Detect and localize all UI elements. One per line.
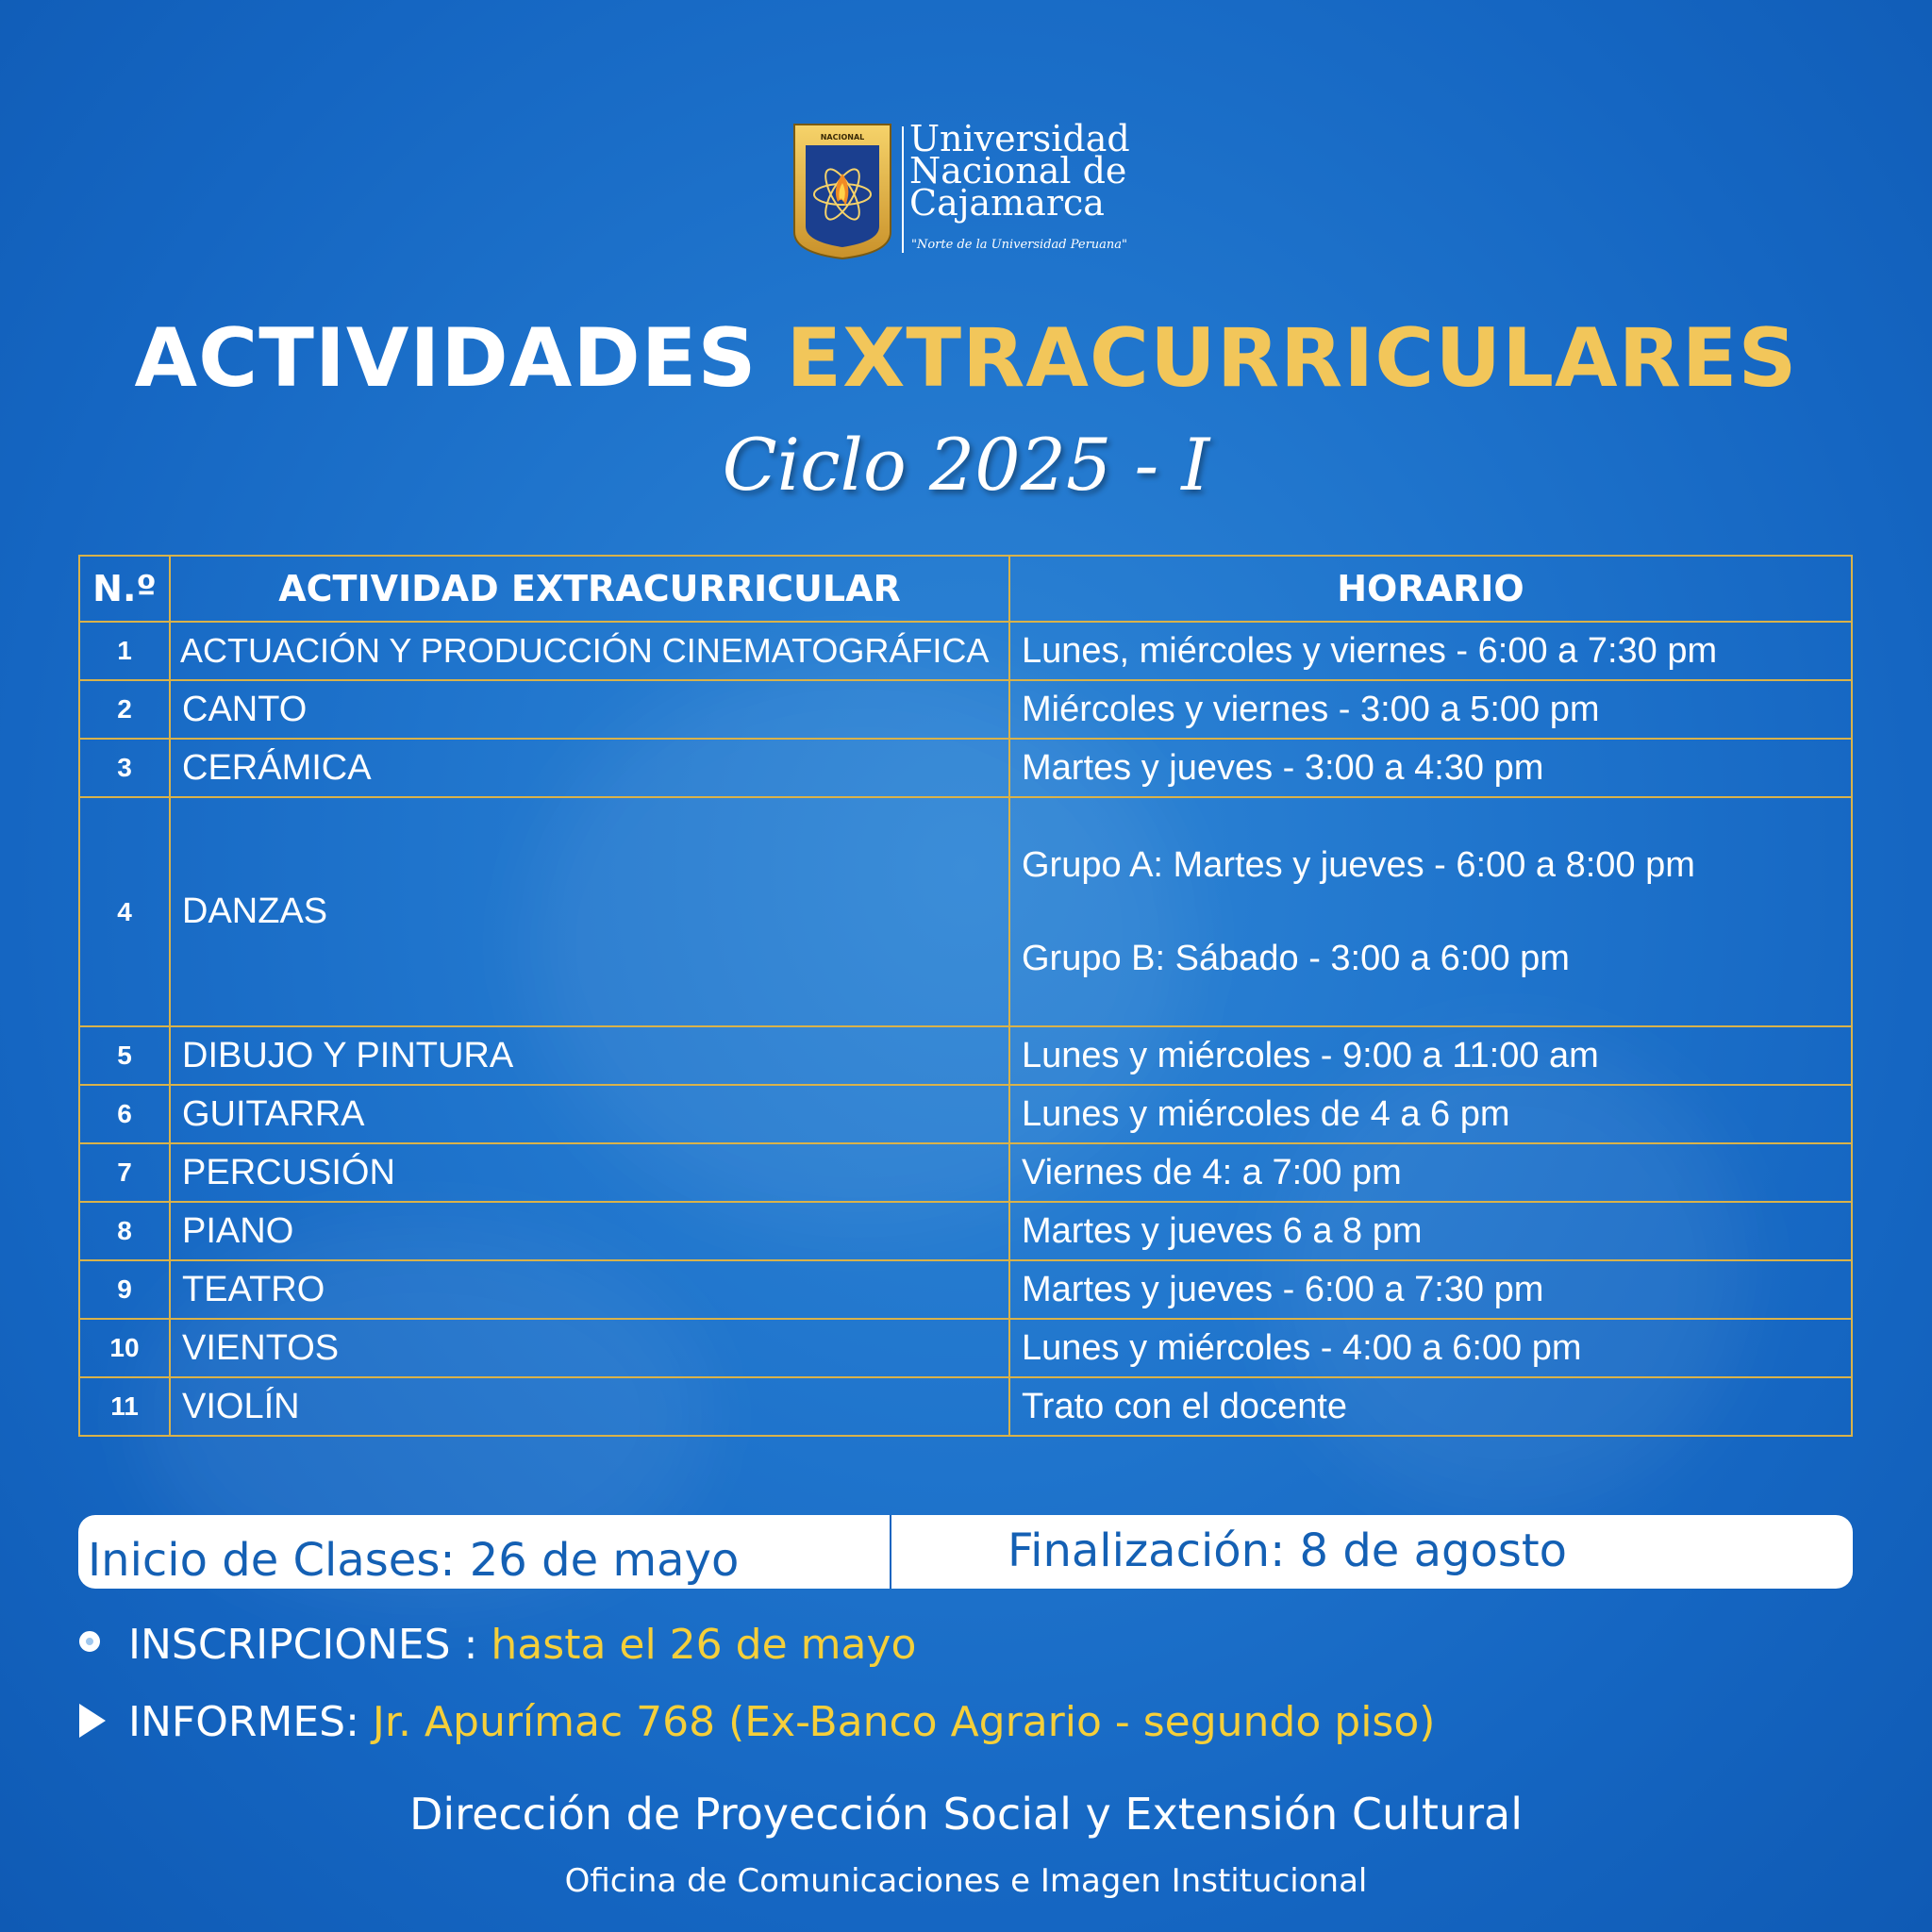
- row-activity: CANTO: [170, 680, 1009, 739]
- page-subtitle: Ciclo 2025 - I: [722, 423, 1210, 507]
- university-name: [909, 118, 1130, 224]
- svg-text:NACIONAL: NACIONAL: [820, 133, 865, 142]
- row-activity: GUITARRA: [170, 1085, 1009, 1143]
- table-row: [79, 1202, 1852, 1260]
- row-activity: DIBUJO Y PINTURA: [170, 1026, 1009, 1085]
- row-schedule: Lunes y miércoles - 4:00 a 6:00 pm: [1009, 1319, 1852, 1377]
- row-schedule: Lunes y miércoles de 4 a 6 pm: [1009, 1085, 1852, 1143]
- informes-label: INFORMES:: [128, 1698, 359, 1746]
- row-num: 3: [79, 739, 170, 797]
- row-num: 2: [79, 680, 170, 739]
- row-activity: ACTUACIÓN Y PRODUCCIÓN CINEMATOGRÁFICA: [170, 622, 1009, 680]
- dates-bar: [78, 1515, 1853, 1589]
- row-activity: TEATRO: [170, 1260, 1009, 1319]
- row-schedule: Trato con el docente: [1009, 1377, 1852, 1436]
- row-num: 8: [79, 1202, 170, 1260]
- university-name-line3: Cajamarca: [909, 182, 1105, 224]
- table-row: [79, 739, 1852, 797]
- university-name-line1: Universidad: [909, 118, 1130, 159]
- schedule-table: [78, 555, 1853, 1437]
- university-motto: "Norte de la Universidad Peruana": [911, 238, 1128, 252]
- start-date: Inicio de Clases: 26 de mayo: [88, 1534, 740, 1587]
- row-schedule: Miércoles y viernes - 3:00 a 5:00 pm: [1009, 680, 1852, 739]
- footer-office: Oficina de Comunicaciones e Imagen Institucional: [564, 1862, 1368, 1900]
- inscripciones-label: INSCRIPCIONES :: [128, 1621, 478, 1669]
- table-row: [79, 1085, 1852, 1143]
- row-schedule: [1009, 797, 1852, 1026]
- row-schedule: Martes y jueves - 3:00 a 4:30 pm: [1009, 739, 1852, 797]
- university-name-line2: Nacional de: [909, 150, 1127, 192]
- row-schedule: Lunes, miércoles y viernes - 6:00 a 7:30 pm: [1009, 622, 1852, 680]
- informes-value: Jr. Apurímac 768 (Ex-Banco Agrario - segundo piso): [372, 1698, 1436, 1746]
- inscripciones-info: [79, 1621, 916, 1669]
- informes-info: [79, 1698, 1435, 1746]
- row-num: 1: [79, 622, 170, 680]
- row-schedule: Lunes y miércoles - 9:00 a 11:00 am: [1009, 1026, 1852, 1085]
- play-arrow-icon: [79, 1704, 106, 1738]
- row-schedule: Viernes de 4: a 7:00 pm: [1009, 1143, 1852, 1202]
- row-num: 11: [79, 1377, 170, 1436]
- header-schedule: HORARIO: [1009, 556, 1852, 622]
- header-num: N.º: [79, 556, 170, 622]
- end-date: Finalización: 8 de agosto: [1008, 1524, 1568, 1577]
- row-num: 6: [79, 1085, 170, 1143]
- header-activity: ACTIVIDAD EXTRACURRICULAR: [170, 556, 1009, 622]
- logo-divider: [902, 126, 904, 253]
- title-part1: ACTIVIDADES: [134, 311, 758, 406]
- row-num: 5: [79, 1026, 170, 1085]
- row-num: 4: [79, 797, 170, 1026]
- row-schedule: Martes y jueves - 6:00 a 7:30 pm: [1009, 1260, 1852, 1319]
- row-num: 9: [79, 1260, 170, 1319]
- row-num: 10: [79, 1319, 170, 1377]
- table-row: [79, 1377, 1852, 1436]
- row-activity: CERÁMICA: [170, 739, 1009, 797]
- schedule-group-b: Grupo B: Sábado - 3:00 a 6:00 pm: [1022, 938, 1570, 978]
- inscripciones-value: hasta el 26 de mayo: [491, 1621, 917, 1669]
- table-row: [79, 797, 1852, 1026]
- row-num: 7: [79, 1143, 170, 1202]
- table-row: [79, 622, 1852, 680]
- row-activity: DANZAS: [170, 797, 1009, 1026]
- radio-bullet-icon: [79, 1631, 100, 1652]
- dates-divider: [890, 1515, 891, 1589]
- university-seal-icon: [791, 121, 894, 260]
- table-row: [79, 1143, 1852, 1202]
- table-header-row: [79, 556, 1852, 622]
- row-activity: PERCUSIÓN: [170, 1143, 1009, 1202]
- row-activity: VIOLÍN: [170, 1377, 1009, 1436]
- table-row: [79, 680, 1852, 739]
- footer-department: Dirección de Proyección Social y Extensión Cultural: [408, 1789, 1523, 1840]
- page-title: [0, 311, 1932, 406]
- table-row: [79, 1260, 1852, 1319]
- table-row: [79, 1026, 1852, 1085]
- row-schedule: Martes y jueves 6 a 8 pm: [1009, 1202, 1852, 1260]
- table-row: [79, 1319, 1852, 1377]
- row-activity: PIANO: [170, 1202, 1009, 1260]
- title-part2: EXTRACURRICULARES: [786, 311, 1798, 406]
- schedule-group-a: Grupo A: Martes y jueves - 6:00 a 8:00 pm: [1022, 844, 1695, 885]
- university-logo: [791, 118, 1149, 262]
- row-activity: VIENTOS: [170, 1319, 1009, 1377]
